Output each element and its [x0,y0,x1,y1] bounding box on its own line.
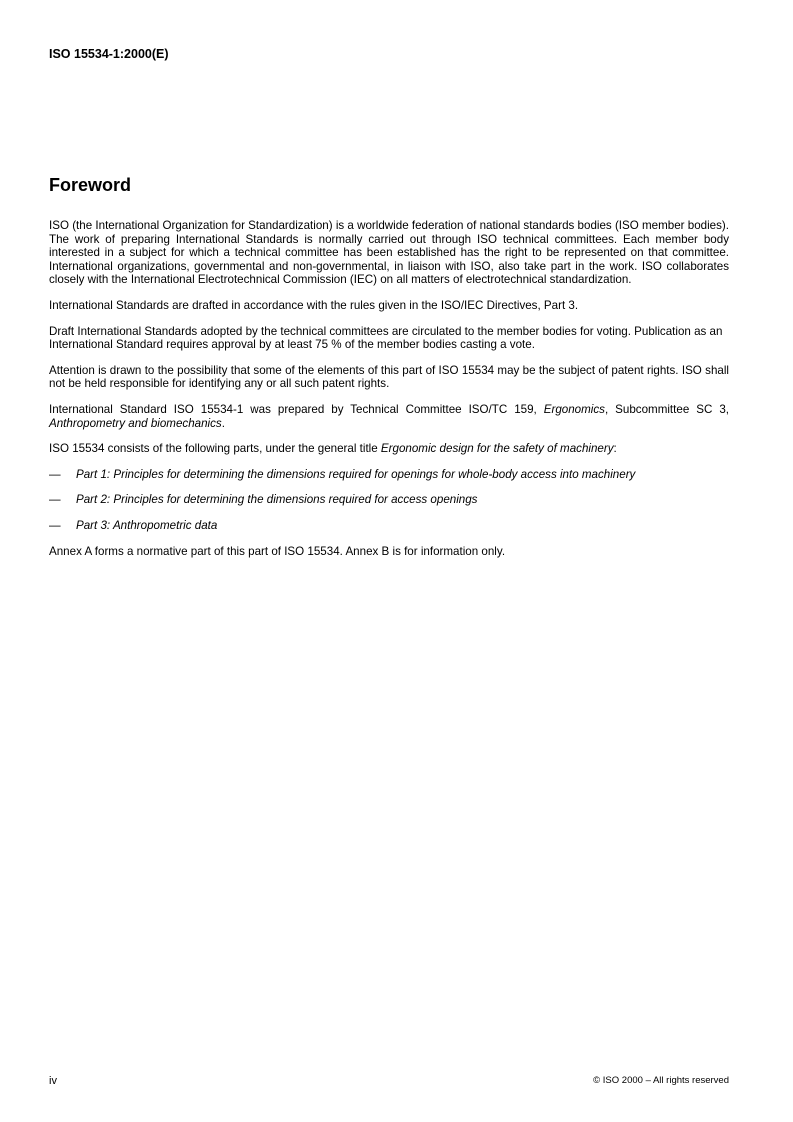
subcommittee-name: Anthropometry and biomechanics [49,416,222,430]
list-item-part-1 [49,468,729,482]
general-title: Ergonomic design for the safety of machinery [380,442,614,456]
list-item-part-2 [49,493,729,507]
paragraph-draft-standards: Draft International Standards adopted by the technical committees are circulated to the member bodies for voting. Publication as an International Standard requires approval by at least 75 % of the member bodies casting a vote. [49,324,723,352]
document-id-header: ISO 15534-1:2000(E) [49,47,169,61]
parts-intro-end: : [613,442,617,456]
dash-bullet: — [49,493,61,507]
part-title: Part 2: Principles for determining the dimensions required for access openings [76,493,478,507]
paragraph-prepared-by [49,403,729,430]
copyright-notice: © ISO 2000 – All rights reserved [593,1075,729,1086]
paragraph-patent-rights: Attention is drawn to the possibility that some of the elements of this part of ISO 15534 may be the subject of patent rights. ISO shall not be held responsible for identifying any or all such patent rights. [49,363,729,391]
parts-intro-text: ISO 15534 consists of the following parts, under the general title [49,442,381,456]
foreword-title: Foreword [49,175,132,195]
prepared-by-end: . [221,416,225,430]
part-title: Part 3: Anthropometric data [76,518,218,532]
paragraph-annex-note: Annex A forms a normative part of this part of ISO 15534. Annex B is for information only. [49,544,506,558]
prepared-by-mid: , Subcommittee SC 3, [604,402,729,416]
page-number: iv [49,1075,57,1087]
paragraph-directives: International Standards are drafted in accordance with the rules given in the ISO/IEC Directives, Part 3. [49,298,579,312]
part-title: Part 1: Principles for determining the dimensions required for openings for whole-body access into machinery [76,467,636,481]
prepared-by-text: International Standard ISO 15534-1 was prepared by Technical Committee ISO/TC 159, [49,402,544,416]
dash-bullet: — [49,467,61,481]
committee-name: Ergonomics [543,402,605,416]
paragraph-parts-intro [49,442,729,456]
list-item-part-3 [49,519,729,533]
foreword-body [49,219,729,570]
dash-bullet: — [49,518,61,532]
paragraph-iso-description: ISO (the International Organization for Standardization) is a worldwide federation of national standards bodies (ISO member bodies). The work of preparing International Standards is normally carried out through ISO technical committees. Each member body interested in a subject for which a technical committee has been established has the right to be represented on that committee. International organizations, governmental and non-governmental, in liaison with ISO, also take part in the work. ISO collaborates closely with the International Electrotechnical Commission (IEC) on all matters of electrotechnical standardization. [49,219,729,287]
